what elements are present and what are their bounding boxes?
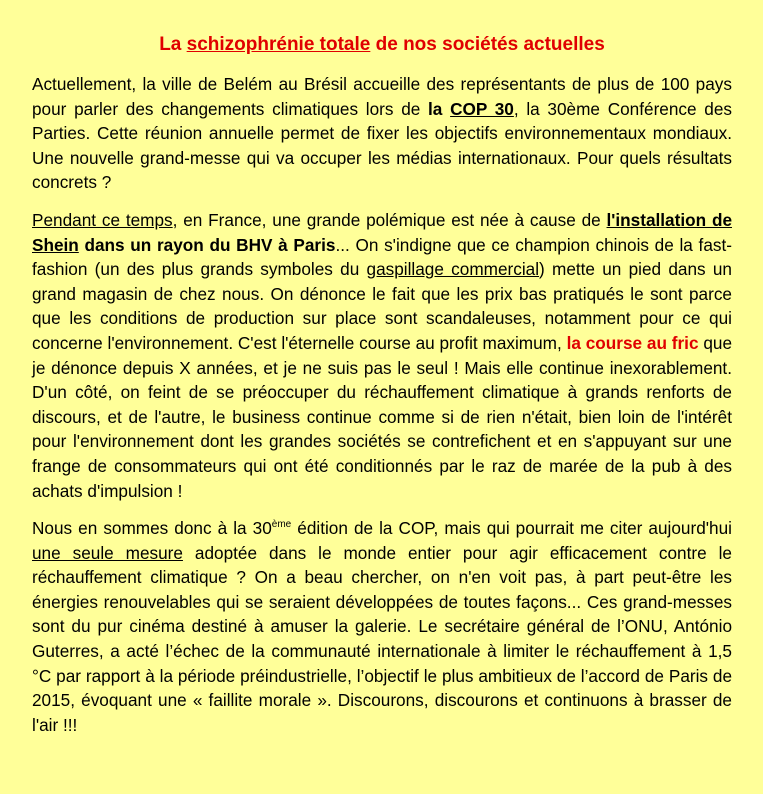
page-title: [32, 33, 732, 57]
title-text-after: de nos sociétés actuelles: [370, 34, 605, 55]
p1-bold-cop: COP 30: [450, 98, 514, 119]
title-text-before: La: [159, 34, 187, 55]
p2-text-2: ... On s'indigne que ce champion chinois de la fast-fashion (un des plus grands symboles du: [32, 234, 732, 280]
paragraph-1: [32, 72, 732, 195]
p2-underlined-1: Pendant ce temps: [32, 209, 173, 230]
paragraph-3: [32, 516, 732, 737]
p2-bold-underlined: l'installation de Shein: [32, 209, 732, 255]
p1-space: [442, 99, 450, 119]
p1-text-1: Actuellement, la ville de Belém au Brésil accueille des représentants de plus de 100 pays pour parler des changements climatiques lors de: [32, 74, 732, 119]
p2-text-4: que je dénonce depuis X années, et je ne suis pas le seul ! Mais elle continue inexorablement. D'un côté, on feint de se préoccuper du réchauffement climatique à grands renforts de discours, et de l'autre, le business continue comme si de rien n'était, bien loin de l'intérêt pour l'environnement dont les grandes sociétés se contrefichent et en s'appuyant sur une frange de consommateurs qui ont été conditionnés par le raz de marée de la pub à des achats d'impulsion !: [32, 332, 733, 501]
p3-text-1: Nous en sommes donc à la 30: [32, 518, 272, 539]
p3-superscript: ème: [271, 519, 292, 531]
p3-text-3: adoptée dans le monde entier pour agir efficacement contre le réchauffement climatique ? On a beau chercher, on n'en voit pas, à part peut-être les énergies renouvelables qui se seraient développées de toutes façons... Ces grand-messes sont du pur cinéma destiné à amuser la galerie. Le secrétaire général de l’ONU, António Guterres, a acté l’échec de la communauté internationale à limiter le réchauffement à 1,5 °C par rapport à la période préindustrielle, l’objectif le plus ambitieux de l’accord de Paris de 2015, évoquant une « faillite morale ». Discourons, discourons et continuons à brasser de l'air !!!: [32, 542, 732, 735]
p3-text-2: édition de la COP, mais qui pourrait me citer aujourd'hui: [291, 518, 732, 539]
p2-bold: dans un rayon du BHV à Paris: [78, 234, 336, 255]
p2-text-3: ) mette un pied dans un grand magasin de chez nous. On dénonce le fait que les prix bas pratiqués le sont parce que les conditions de production sur place sont scandaleuses, notamment pour ce qui concerne l'environnement. C'est l'éternelle course au profit maximum,: [32, 259, 732, 353]
p2-red-emphasis: la course au fric: [566, 332, 699, 353]
p1-text-2: , la 30ème Conférence des Parties. Cette réunion annuelle permet de fixer les objectifs environnementaux mondiaux. Une nouvelle grand-messe qui va occuper les médias internationaux. Pour quels résultats concrets ?: [32, 98, 732, 193]
p2-underlined-2: gaspillage commercial: [366, 259, 540, 280]
p2-text-1: , en France, une grande polémique est née à cause de: [172, 209, 607, 230]
p3-underlined-1: une seule mesure: [32, 542, 183, 563]
paragraph-2: [32, 208, 732, 503]
title-underlined-text: schizophrénie totale: [186, 34, 371, 55]
p1-bold-la: la: [428, 98, 443, 119]
